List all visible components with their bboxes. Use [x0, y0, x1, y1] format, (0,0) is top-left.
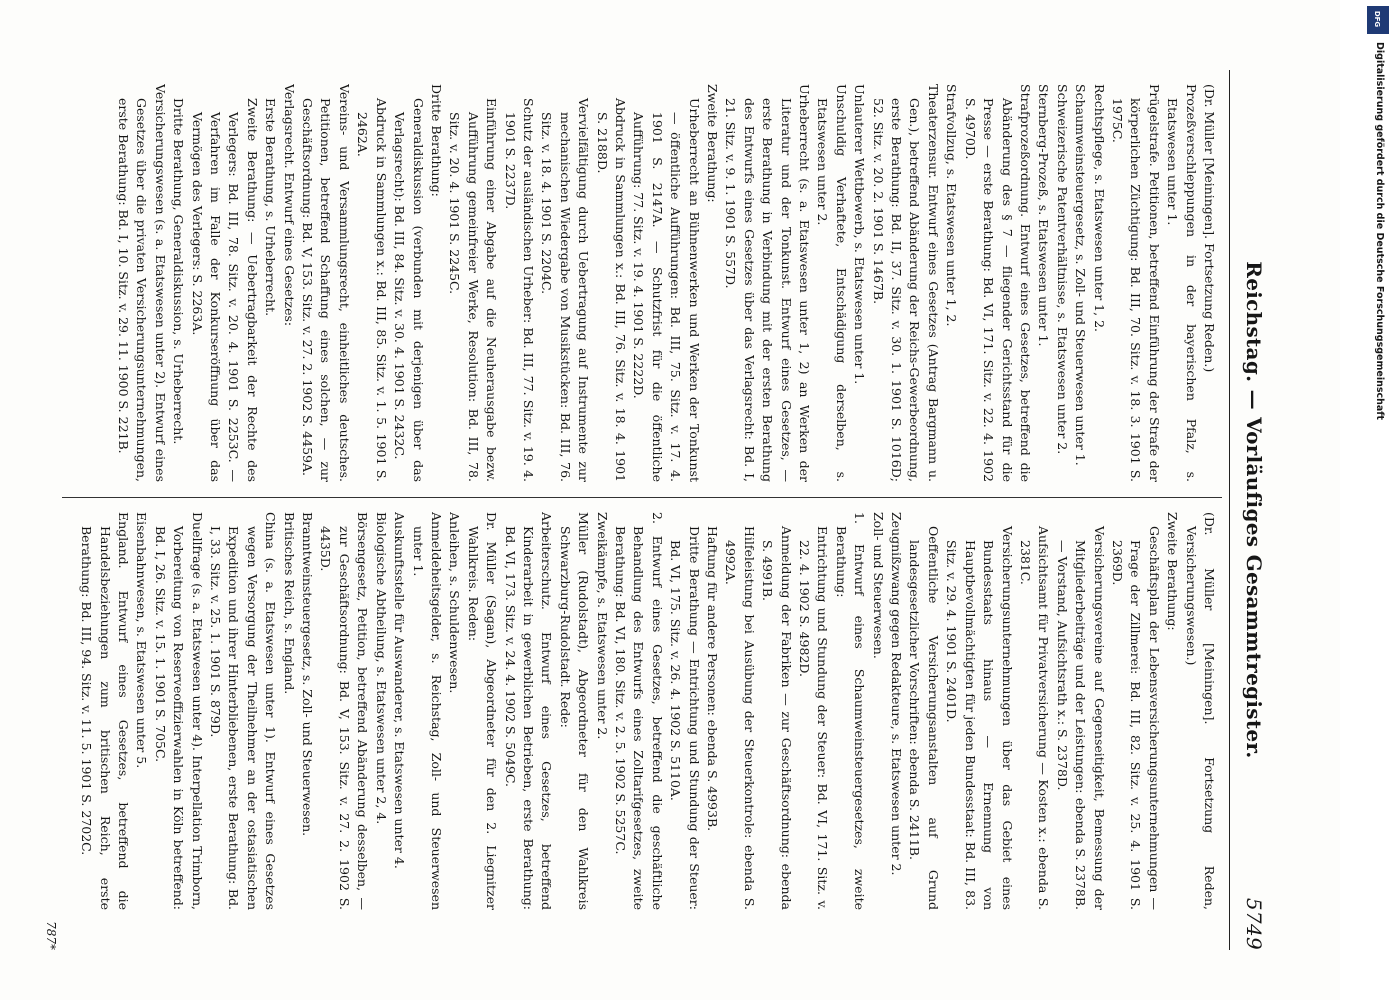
entry: Zweite Berathung:	[705, 84, 721, 203]
entry: Dr. Müller (Sagan), Abgeordneter für den 2. Liegnitzer Wahlkreis. Reden:	[465, 512, 500, 910]
column-divider	[62, 497, 1222, 498]
entry: Biologische Abtheilung, s. Etatswesen unter 2, 4.	[373, 512, 389, 825]
entry: Urheberrecht (s. a. Etatswesen unter 1, 2) an Werken der Literatur und der Tonkunst. Entwurf eines Gesetzes, — erste Berathung in Verbindung mit der ersten Berathung des Entwurfs eines Gesetzes über das Verlagsrecht: Bd. I, 21. Sitz. v. 9. 1. 1901 S. 557D.	[723, 84, 813, 482]
entry: Unlauterer Wettbewerb, s. Etatswesen unter 1.	[852, 84, 868, 385]
page-number: 5749	[1242, 897, 1266, 950]
entry: Abdruck in Sammlungen x.: Bd. III, 76. Sitz. v. 18. 4. 1901 S. 2188D.	[594, 98, 628, 482]
entry: China (s. a. Etatswesen unter 1). Entwurf eines Gesetzes wegen Versorgung der Theilnehmer an der ostasiatischen Expedition und ihrer Hinterbliebenen, erste Berathung: Bd. I, 33. Sitz. v. 25. 1. 1901 S. 879D.	[208, 512, 279, 910]
entry: Zoll- und Steuerwesen.	[870, 512, 886, 659]
entry: Versicherungsunternehmungen über das Gebiet eines Bundesstaats hinaus — Ernennung von Hauptbevollmächtigten für jeden Bundesstaat: Bd. III, 83. Sitz. v. 29. 4. 1901 S. 2401D.	[944, 526, 1015, 910]
entry: Oeffentliche Versicherungsanstalten auf Grund landesgesetzlicher Vorschriften: ebenda S. 2411B.	[907, 526, 941, 910]
entry: Abdruck in Sammlungen x.: Bd. III, 85. Sitz. v. 1. 5. 1901 S. 2462A.	[355, 98, 389, 482]
entry: Prozeßverschleppungen in der bayerischen Pfalz, s. Etatswesen unter 1.	[1165, 84, 1199, 482]
page-title: Reichstag. — Vorläufiges Gesammtregister.	[1242, 261, 1266, 759]
entry: Prügelstrafe. Petitionen, betreffend Einführung der Strafe der körperlichen Züchtigung: Bd. III, 70. Sitz. v. 18. 3. 1901 S. 1975C.	[1109, 84, 1162, 482]
entry: Branntweinsteuergesetz, s. Zoll- und Steuerwesen.	[300, 512, 316, 837]
entry: Unschuldig Verhaftete, Entschädigung derselben, s. Etatswesen unter 2.	[815, 84, 849, 482]
entry: Dritte Berathung, Generaldiskussion, s. Urheberrecht.	[171, 98, 187, 445]
dfg-logo: DFG	[1367, 6, 1389, 34]
entry: Geschäftsplan der Lebensversicherungsunternehmungen — Frage der Zillmerei: Bd. III, 82. Sitz. v. 25. 4. 1901 S. 2369D.	[1109, 526, 1162, 910]
entry: Anleihen, s. Schuldenwesen.	[447, 512, 463, 694]
credit-strip	[1367, 6, 1389, 996]
entry: Haftung für andere Personen: ebenda S. 4993B.	[705, 526, 721, 832]
entry: Müller (Rudolstadt), Abgeordneter für den Wahlkreis Schwarzburg-Rudolstadt. Rede:	[557, 512, 592, 910]
entry: Dritte Berathung:	[428, 84, 444, 197]
entry: Verlagsrecht. Entwurf eines Gesetzes:	[281, 84, 297, 327]
entry: (Dr. Müller [Meiningen]. Fortsetzung Reden, Versicherungswesen.)	[1183, 512, 1217, 910]
entry: Theaterzensur. Entwurf eines Gesetzes (Antrag Bargmann u. Gen.), betreffend Abänderung der Reichs-Gewerbeordnung, erste Berathung: Bd. II, 37. Sitz. v. 30. 1. 1901 S. 1016D; 52. Sitz. v. 20. 2. 1901 S. 1467B.	[870, 84, 941, 482]
entry: Rechtspflege, s. Etatswesen unter 1, 2.	[1091, 84, 1107, 333]
entry: Versicherungswesen (s. a. Etatswesen unter 2). Entwurf eines Gesetzes über die privaten Versicherungsunternehmungen, erste Berathung: Bd. I, 10. Sitz. v. 29. 11. 1900 S. 221B.	[116, 84, 168, 482]
entry: Entrichtung und Stundung der Steuer: Bd. VI, 171. Sitz. v. 22. 4. 1902 S. 4982D.	[797, 526, 831, 910]
entry: 2. Entwurf eines Gesetzes, betreffend die geschäftliche Behandlung des Entwurfs eines Zolltarifgesetzes, zweite Berathung: Bd. VI, 180. Sitz. v. 2. 5. 1902 S. 5257C.	[613, 512, 665, 910]
funding-credit: Digitalisierung gefördert durch die Deutsche Forschungsgemeinschaft	[1374, 42, 1385, 420]
entry: Schutz der ausländischen Urheber: Bd. III, 77. Sitz. v. 19. 4. 1901 S. 2237D.	[502, 98, 536, 482]
entry: Börsengesetz, Petition, betreffend Abänderung desselben, — zur Geschäftsordnung: Bd. V, 153. Sitz. v. 27. 2. 1902 S. 4435D.	[318, 512, 371, 910]
entry: Auskunftsstelle für Auswanderer, s. Etatswesen unter 4.	[392, 512, 408, 869]
entry: Duellfrage (s. a. Etatswesen unter 4). Interpellation Trimborn, Vorbereitung von Reserveoffizierwahlen in Köln betreffend: Bd. I, 26. Sitz. v. 15. 1. 1901 S. 705C.	[152, 512, 205, 910]
entry: Dritte Berathung — Entrichtung und Stundung der Steuer: Bd. VI, 175. Sitz. v. 26. 4. 1902 S. 5110A.	[668, 526, 702, 910]
entry: Erste Berathung, s. Urheberrecht.	[263, 98, 279, 317]
entry: Strafvollzug, s. Etatswesen unter 1, 2.	[944, 84, 960, 327]
entry: Versicherungsvereine auf Gegenseitigkeit, Bemessung der Mitgliederbeiträge und der Leistungen: ebenda S. 2378B. — Vorstand, Aufsichtsrath x.: S. 2378D.	[1054, 526, 1107, 910]
entry: Vervielfältigung durch Uebertragung auf Instrumente zur mechanischen Wiedergabe von Musikstücken: Bd. III, 76. Sitz. v. 18. 4. 1901 S. 2204C.	[539, 98, 592, 482]
footer-mark: 787*	[44, 921, 58, 950]
entry: Strafprozeßordnung. Entwurf eines Gesetzes, betreffend die Abänderung des § 7 — fliegender Gerichtsstand für die Presse — erste Berathung: Bd. VI, 171. Sitz. v. 22. 4. 1902 S. 4970D.	[962, 84, 1033, 482]
entry: Urheberrecht an Bühnenwerken und Werken der Tonkunst — öffentliche Aufführungen: Bd. III, 75. Sitz. v. 17. 4. 1901 S. 2147A. — Schutzfrist für die öffentliche Aufführung: 77. Sitz. v. 19. 4. 1901 S. 2222D.	[631, 98, 702, 482]
entry: Zeugnißzwang gegen Redakteure, s. Etatswesen unter 2.	[889, 512, 905, 876]
entry: Schweizerische Patentverhältnisse, s. Etatswesen unter 2.	[1054, 84, 1070, 455]
entry: Zweikämpfe, s. Etatswesen unter 2.	[594, 512, 610, 740]
entry: Arbeiterschutz. Entwurf eines Gesetzes, betreffend Kinderarbeit in gewerblichen Betrieben, erste Berathung: Bd. VI, 173. Sitz. v. 24. 4. 1902 S. 5049C.	[502, 512, 555, 910]
entry: Einführung einer Abgabe auf die Neuherausgabe bezw. Aufführung gemeinfreier Werke, Resolution: Bd. III, 78. Sitz. v. 20. 4. 1901 S. 2245C.	[447, 98, 500, 482]
entry: (Dr. Müller [Meiningen]. Fortsetzung Reden.)	[1202, 84, 1217, 373]
entry: Britisches Reich, s. England.	[281, 512, 297, 695]
page-header	[1229, 70, 1270, 950]
entry: Zweite Berathung: — Uebertragbarkeit der Rechte des Verlegers: Bd. III, 78. Sitz. v. 20. 4. 1901 S. 2253C. — Verfahren im Falle der Konkurseröffnung über das Vermögen des Verlegers: S. 2263A.	[189, 98, 260, 482]
right-column	[58, 512, 1218, 910]
entry: 1. Entwurf eines Schaumweinsteuergesetzes, zweite Berathung:	[833, 512, 868, 910]
entry: Aufsichtsamt für Privatversicherung — Kosten x.: ebenda S. 2381C.	[1017, 526, 1052, 910]
entry: Generaldiskussion (verbunden mit derjenigen über das Verlagsrecht): Bd. III, 84. Sitz. v. 30. 4. 1901 S. 2432C.	[392, 98, 426, 482]
entry: Anmeldeheitsgelder, s. Reichstag, Zoll- und Steuerwesen unter 1.	[410, 512, 444, 910]
entry: Sternberg-Prozeß, s. Etatswesen unter 1.	[1036, 84, 1052, 347]
entry: England. Entwurf eines Gesetzes, betreffend die Handelsbeziehungen zum britischen Reich, erste Berathung: Bd. III, 94. Sitz. v. 11. 5. 1901 S. 2702C.	[79, 512, 132, 910]
entry: Anmeldung der Fabriken — zur Geschäftsordnung: ebenda S. 4991B.	[760, 526, 794, 910]
entry: Schaumweinsteuergesetz, s. Zoll- und Steuerwesen unter 1.	[1073, 84, 1089, 466]
entry: Vereins- und Versammlungsrecht, einheitliches deutsches. Petitionen, betreffend Schaffung eines solchen, — zur Geschäftsordnung: Bd. V, 153. Sitz. v. 27. 2. 1902 S. 4459A.	[300, 84, 352, 482]
entry: Hilfeleistung bei Ausübung der Steuerkontrole: ebenda S. 4992A.	[723, 526, 757, 910]
left-column	[58, 84, 1218, 482]
entry: Zweite Berathung:	[1165, 512, 1181, 631]
entry: Eisenbahnwesen, s. Etatswesen unter 5.	[134, 512, 150, 769]
